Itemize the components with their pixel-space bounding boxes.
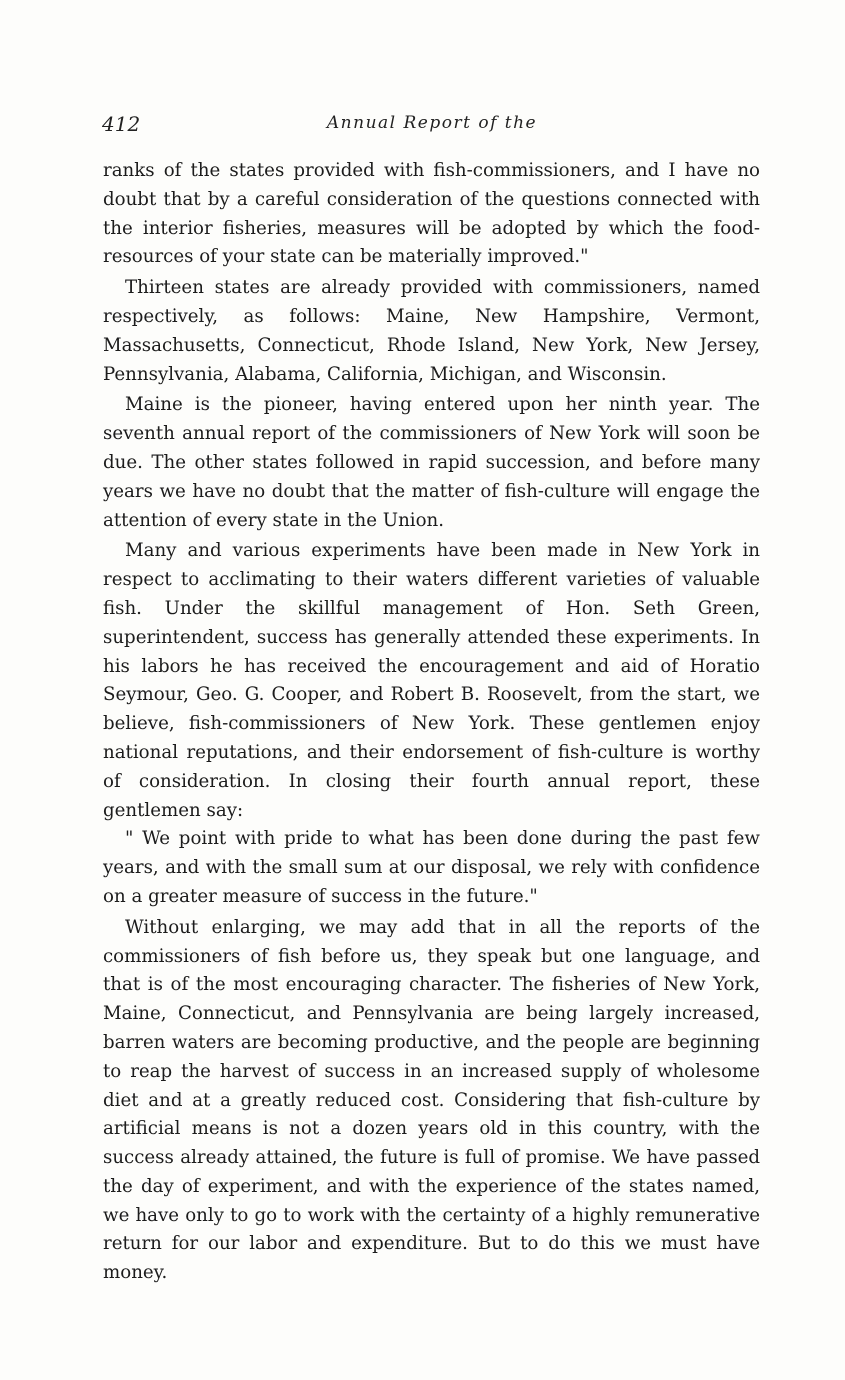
paragraph-new-york-experiments: Many and various experiments have been made in New York in respect to acclimating to their waters different varieties of valuable fish. Under the skillful management of Hon. Seth Green, superintendent, success has generally attended these experiments. In his labors he has received the encouragement and aid of Horatio Seymour, Geo. G. Cooper, and Robert B. Roosevelt, from the start, we believe, fish-commissioners of New York. These gentlemen enjoy national reputations, and their endorsement of fish-culture is worthy of consideration. In closing their fourth annual report, these gentlemen say:	[103, 540, 760, 821]
page-header	[102, 112, 762, 142]
body-text	[103, 157, 760, 1288]
paragraph-continuation: ranks of the states provided with fish-commissioners, and I have no doubt that by a careful consideration of the questions connected with the interior fisheries, measures will be adopted by which the food-resources of your state can be materially improved."	[103, 160, 760, 268]
paragraph-thirteen-states: Thirteen states are already provided with commissioners, named respectively, as follows: Maine, New Hampshire, Vermont, Massachusetts, Connecticut, Rhode Island, New York, New Jersey, Pennsylvania, Alabama, California, Michigan, and Wisconsin.	[103, 277, 760, 385]
paragraph-quotation: " We point with pride to what has been done during the past few years, and with the small sum at our disposal, we rely with confidence on a greater measure of success in the future."	[103, 828, 760, 907]
paragraph-without-enlarging: Without enlarging, we may add that in all the reports of the commissioners of fish before us, they speak but one language, and that is of the most encouraging character. The fisheries of New York, Maine, Connecticut, and Pennsylvania are being largely increased, barren waters are becoming productive, and the people are beginning to reap the harvest of success in an increased supply of wholesome diet and at a greatly reduced cost. Considering that fish-culture by artificial means is not a dozen years old in this country, with the success already attained, the future is full of promise. We have passed the day of experiment, and with the experience of the states named, we have only to go to work with the certainty of a highly remunerative return for our labor and expenditure. But to do this we must have money.	[103, 916, 760, 1284]
paragraph-maine-pioneer: Maine is the pioneer, having entered upon her ninth year. The seventh annual report of the commissioners of New York will soon be due. The other states followed in rapid succession, and before many years we have no doubt that the matter of fish-culture will engage the attention of every state in the Union.	[103, 394, 760, 531]
running-head: Annual Report of the	[326, 113, 538, 133]
page-number: 412	[102, 112, 141, 136]
